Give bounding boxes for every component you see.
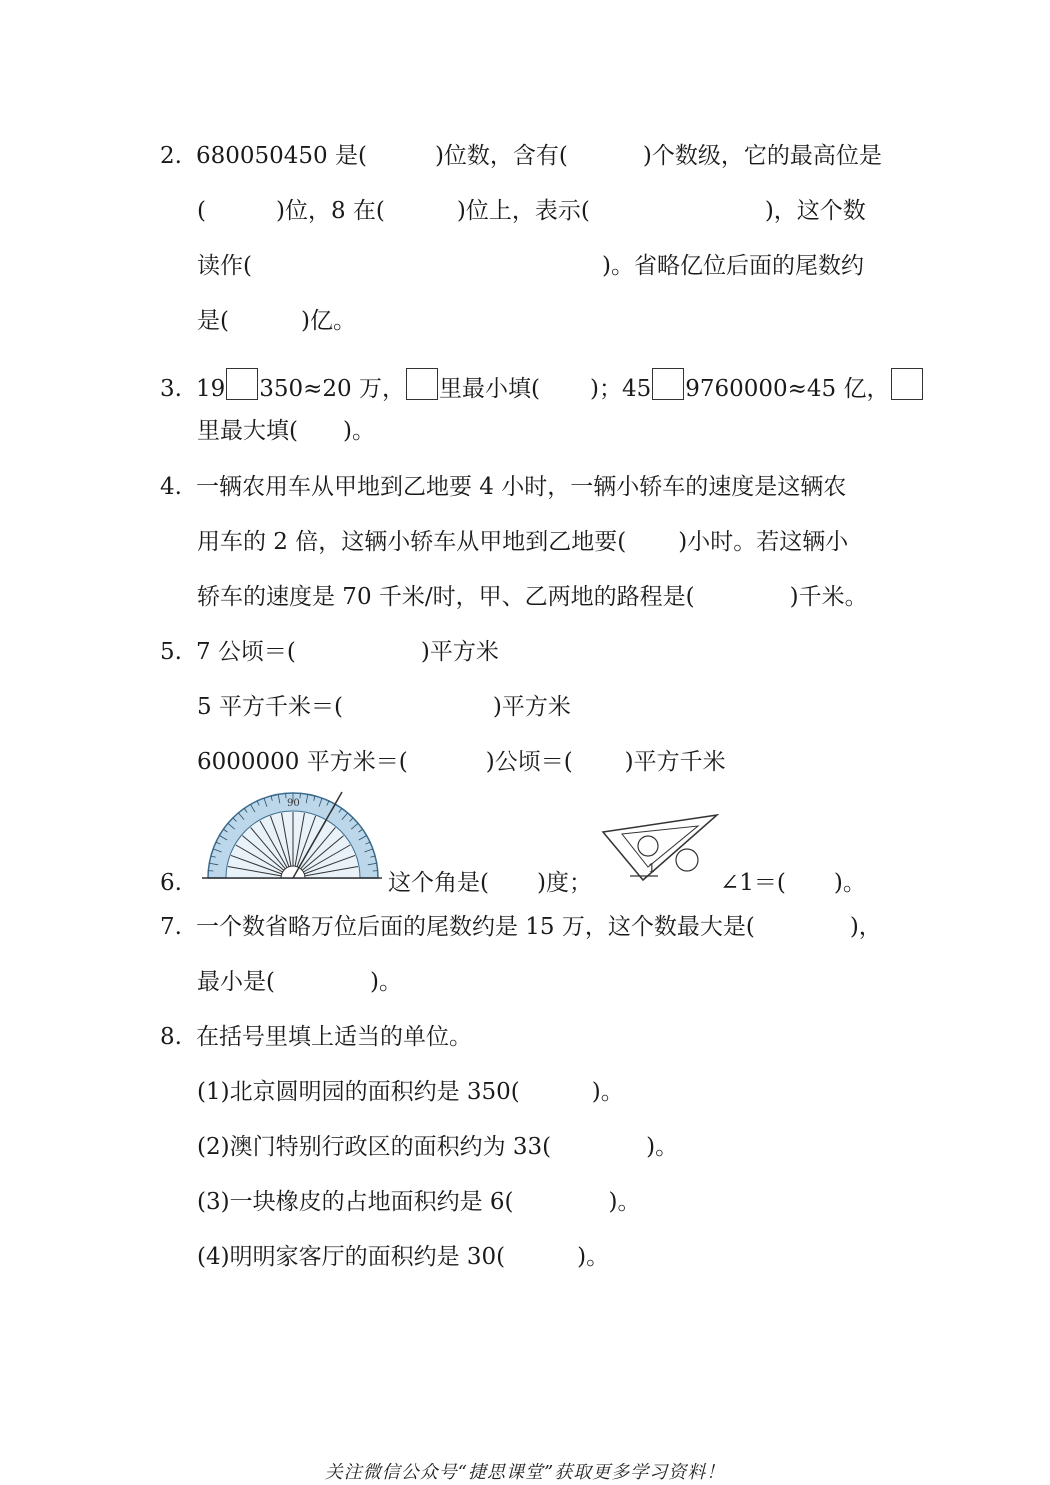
q4-line-3: 轿车的速度是 70 千米/时，甲、乙两地的路程是( )千米。 bbox=[197, 584, 868, 610]
q3-line-1: 3. 19 350≈20 万， 里最小填( )；45 9760000≈45 亿， bbox=[160, 368, 924, 404]
q2-number: 2. bbox=[160, 143, 182, 169]
q8-item-3: (3)一块橡皮的占地面积约是 6( )。 bbox=[197, 1189, 641, 1215]
q2-line-1: 2. 680050450 是( )位数，含有( )个数级，它的最高位是 bbox=[160, 143, 882, 169]
q3-box-ref-1 bbox=[406, 368, 438, 400]
q8-line-title: 8. 在括号里填上适当的单位。 bbox=[160, 1024, 472, 1050]
q8-item-2: (2)澳门特别行政区的面积约为 33( )。 bbox=[197, 1134, 679, 1160]
q6-text-1: 这个角是( )度； bbox=[388, 870, 592, 896]
q7-number: 7. bbox=[160, 914, 182, 940]
q7-line-1: 7. 一个数省略万位后面的尾数约是 15 万，这个数最大是( )， bbox=[160, 914, 882, 940]
q2-line-4: 是( )亿。 bbox=[197, 308, 356, 334]
q4-number: 4. bbox=[160, 474, 182, 500]
q5-line-2: 5 平方千米＝( )平方米 bbox=[197, 694, 571, 720]
triangle-ruler-figure bbox=[600, 812, 725, 892]
q6-text-2: ∠1＝( )。 bbox=[720, 870, 866, 896]
q3-line-2: 里最大填( )。 bbox=[197, 418, 375, 444]
q3-box-1[interactable] bbox=[226, 368, 258, 400]
q3-number: 3. bbox=[160, 376, 182, 402]
protractor-figure bbox=[196, 788, 386, 888]
q4-line-2: 用车的 2 倍，这辆小轿车从甲地到乙地要( )小时。若这辆小 bbox=[197, 529, 849, 555]
q3-box-2[interactable] bbox=[652, 368, 684, 400]
q2-line-2: ( )位，8 在( )位上，表示( )，这个数 bbox=[197, 198, 866, 224]
footer-note: 关注微信公众号“捷思课堂”获取更多学习资料！ bbox=[324, 1462, 726, 1483]
q8-item-1: (1)北京圆明园的面积约是 350( )。 bbox=[197, 1079, 624, 1105]
q2-line-3: 读作( )。省略亿位后面的尾数约 bbox=[197, 253, 864, 279]
q8-item-4: (4)明明家客厅的面积约是 30( )。 bbox=[197, 1244, 610, 1270]
q4-line-1: 4. 一辆农用车从甲地到乙地要 4 小时，一辆小轿车的速度是这辆农 bbox=[160, 474, 847, 500]
q7-line-2: 最小是( )。 bbox=[197, 969, 402, 995]
q8-number: 8. bbox=[160, 1024, 182, 1050]
q5-line-1: 5. 7 公顷＝( )平方米 bbox=[160, 639, 499, 665]
angle-1-label: 1 bbox=[648, 861, 656, 875]
q5-number: 5. bbox=[160, 639, 182, 665]
q3-box-ref-2 bbox=[891, 368, 923, 400]
q6-number: 6. bbox=[160, 870, 182, 896]
protractor-90-label: 90 bbox=[287, 798, 300, 809]
q5-line-3: 6000000 平方米＝( )公顷＝( )平方千米 bbox=[197, 749, 726, 775]
